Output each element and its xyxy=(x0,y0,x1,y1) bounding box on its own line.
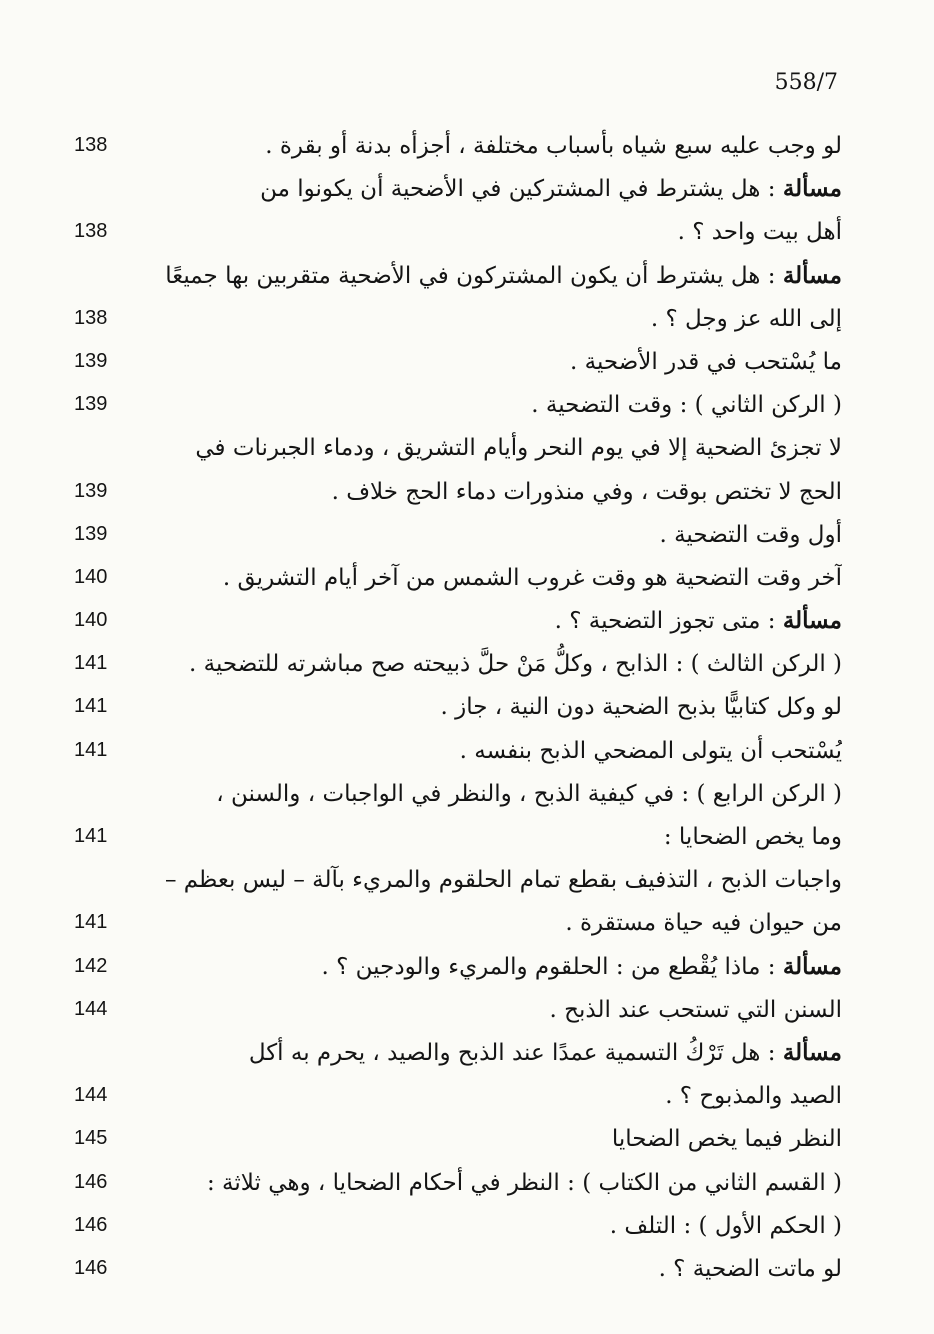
entry-page-number: 144 xyxy=(74,1084,108,1107)
entry-body: لا تجزئ الضحية إلا في يوم النحر وأيام التشريق ، ودماء الجبرنات في xyxy=(195,435,842,462)
entry-body: النظر فيما يخص الضحايا xyxy=(611,1126,842,1153)
toc-entry xyxy=(70,210,842,253)
toc-entry xyxy=(70,297,842,340)
toc-entry xyxy=(70,1247,842,1290)
entry-lead: مسألة xyxy=(782,952,842,980)
entry-body: السنن التي تستحب عند الذبح . xyxy=(549,996,842,1023)
toc-entry xyxy=(70,599,842,642)
toc-entry xyxy=(70,901,842,944)
toc-entry xyxy=(70,124,842,167)
entry-body: إلى الله عز وجل ؟ . xyxy=(650,305,842,332)
entry-body: : هل يشترط أن يكون المشتركون في الأضحية متقربين بها جميعًا xyxy=(165,262,783,289)
entry-page-number: 138 xyxy=(74,306,108,329)
entry-body: ( الركن الثالث ) : الذابح ، وكلُّ مَنْ حلَّ ذبيحته صح مباشرته للتضحية . xyxy=(189,651,842,678)
entry-text xyxy=(152,599,842,643)
toc-entry xyxy=(70,1031,842,1074)
entry-page-number: 141 xyxy=(74,695,108,718)
entry-text xyxy=(152,729,842,773)
toc-entry xyxy=(70,383,842,426)
entry-text xyxy=(152,556,842,600)
entry-page-number: 141 xyxy=(74,652,108,675)
toc-entry xyxy=(70,772,842,815)
entry-text xyxy=(152,685,842,729)
toc-entry xyxy=(70,556,842,599)
toc-entry xyxy=(70,945,842,988)
entry-body: ( القسم الثاني من الكتاب ) : النظر في أحكام الضحايا ، وهي ثلاثة : xyxy=(206,1169,842,1196)
toc-entry xyxy=(70,858,842,901)
entry-text xyxy=(152,642,842,686)
entry-page-number: 144 xyxy=(74,997,108,1020)
entry-body: : هل يشترط في المشتركين في الأضحية أن يكونوا من xyxy=(260,176,783,203)
entry-page-number: 140 xyxy=(74,565,108,588)
entry-text xyxy=(152,1074,842,1118)
entry-body: الحج لا تختص بوقت ، وفي منذورات دماء الحج خلاف . xyxy=(331,478,842,505)
entry-page-number: 139 xyxy=(74,522,108,545)
entry-text xyxy=(152,210,842,254)
entry-body: آخر وقت التضحية هو وقت غروب الشمس من آخر أيام التشريق . xyxy=(222,564,842,591)
entry-page-number: 139 xyxy=(74,479,108,502)
entry-page-number: 141 xyxy=(74,911,108,934)
entry-page-number: 146 xyxy=(74,1256,108,1279)
entry-lead: مسألة xyxy=(782,175,842,203)
toc-entry xyxy=(70,815,842,858)
entry-text xyxy=(152,124,842,168)
toc-entry xyxy=(70,1074,842,1117)
entry-text xyxy=(152,297,842,341)
toc-entry xyxy=(70,1204,842,1247)
entry-text xyxy=(152,383,842,427)
entry-text xyxy=(152,167,842,211)
entry-body: ما يُسْتحب في قدر الأضحية . xyxy=(570,348,842,375)
entry-lead: مسألة xyxy=(782,1038,842,1066)
toc-entry xyxy=(70,1161,842,1204)
entry-body: وما يخص الضحايا : xyxy=(663,824,842,850)
entry-text xyxy=(152,426,842,470)
entry-body: لو وجب عليه سبع شياه بأسباب مختلفة ، أجزأه بدنة أو بقرة . xyxy=(265,133,842,159)
entry-page-number: 146 xyxy=(74,1170,108,1193)
entry-body: ( الركن الثاني ) : وقت التضحية . xyxy=(531,392,842,419)
entry-body: لو وكل كتابيًّا بذبح الضحية دون النية ، جاز . xyxy=(440,694,842,721)
entry-text xyxy=(152,858,842,902)
entry-page-number: 145 xyxy=(74,1127,108,1150)
entry-body: ( الحكم الأول ) : التلف . xyxy=(609,1212,842,1239)
entry-page-number: 141 xyxy=(74,738,108,761)
toc-entry xyxy=(70,729,842,772)
entry-page-number: 140 xyxy=(74,609,108,632)
toc-entry xyxy=(70,685,842,728)
entry-text xyxy=(152,513,842,557)
entry-text xyxy=(152,340,842,384)
entry-body: واجبات الذبح ، التذفيف بقطع تمام الحلقوم والمريء بآلة – ليس بعظم – xyxy=(164,867,842,894)
toc-entry xyxy=(70,988,842,1031)
toc-entry xyxy=(70,513,842,556)
entry-body: يُسْتحب أن يتولى المضحي الذبح بنفسه . xyxy=(459,737,842,764)
entry-text xyxy=(152,470,842,514)
entry-text xyxy=(152,254,842,298)
entry-page-number: 139 xyxy=(74,393,108,416)
entry-body: من حيوان فيه حياة مستقرة . xyxy=(565,910,842,937)
entry-text xyxy=(152,1161,842,1205)
toc-entry xyxy=(70,1117,842,1160)
entry-body: : هل تَرْكُ التسمية عمدًا عند الذبح والصيد ، يحرم به أكل xyxy=(248,1039,783,1066)
entry-page-number: 142 xyxy=(74,954,108,977)
entry-text xyxy=(152,1117,842,1161)
entry-lead: مسألة xyxy=(782,261,842,289)
table-of-contents xyxy=(70,124,842,1290)
entry-text xyxy=(152,988,842,1032)
toc-entry xyxy=(70,426,842,469)
entry-lead: مسألة xyxy=(782,607,842,635)
toc-entry xyxy=(70,254,842,297)
entry-body: لو ماتت الضحية ؟ . xyxy=(658,1255,842,1282)
entry-text xyxy=(152,772,842,816)
entry-page-number: 139 xyxy=(74,349,108,372)
entry-page-number: 146 xyxy=(74,1213,108,1236)
page-reference: 558/7 xyxy=(774,70,838,95)
entry-page-number: 141 xyxy=(74,825,108,847)
entry-body: الصيد والمذبوح ؟ . xyxy=(665,1083,842,1110)
toc-entry xyxy=(70,470,842,513)
entry-body: ( الركن الرابع ) : في كيفية الذبح ، والنظر في الواجبات ، والسنن ، xyxy=(216,780,842,807)
entry-body: : ماذا يُقْطع من : الحلقوم والمريء والودجين ؟ . xyxy=(321,953,783,980)
entry-text xyxy=(152,1247,842,1291)
entry-body: أهل بيت واحد ؟ . xyxy=(677,219,842,246)
entry-text xyxy=(152,1031,842,1075)
entry-page-number: 138 xyxy=(74,134,108,156)
toc-entry xyxy=(70,340,842,383)
entry-text xyxy=(152,815,842,859)
entry-page-number: 138 xyxy=(74,220,108,243)
toc-entry xyxy=(70,642,842,685)
entry-text xyxy=(152,1204,842,1248)
toc-entry xyxy=(70,167,842,210)
entry-body: : متى تجوز التضحية ؟ . xyxy=(554,608,783,635)
entry-text xyxy=(152,945,842,989)
entry-text xyxy=(152,901,842,945)
entry-body: أول وقت التضحية . xyxy=(659,521,842,548)
